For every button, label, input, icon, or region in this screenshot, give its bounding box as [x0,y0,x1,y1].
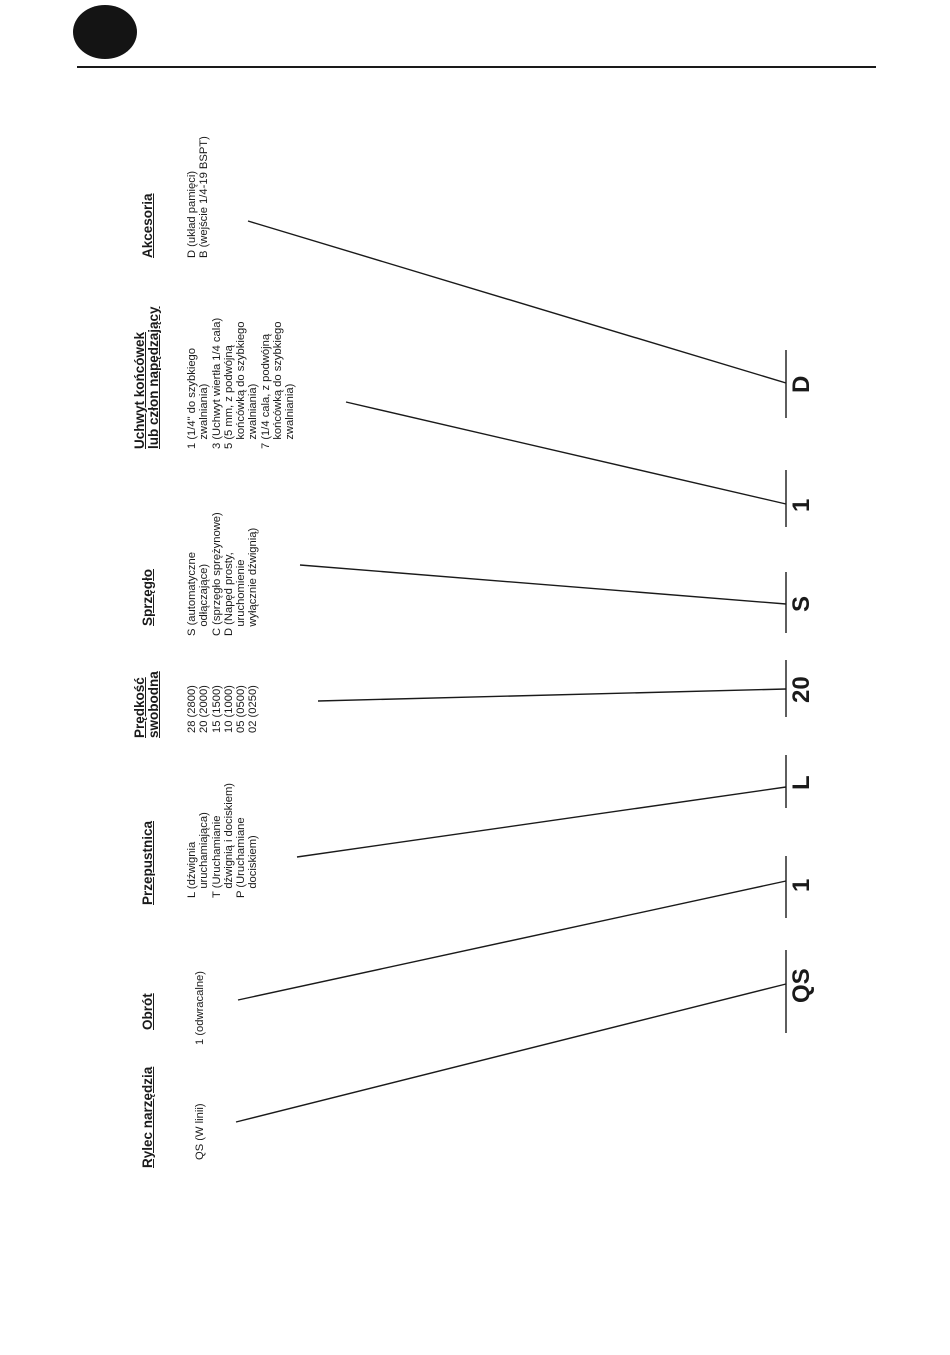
column-options-clutch-line: S (automatyczne [186,552,198,636]
column-options-bit_holder-line: 5 (5 mm, z podwójną [222,345,235,449]
column-heading-speed [133,671,161,738]
column-options-clutch-line: uruchomienie [235,559,248,636]
column-options-rotation [194,971,206,1045]
connector-line [300,565,786,604]
column-heading-bit_holder-line: Uchwyt końcówek [132,331,147,449]
column-heading-speed-line: Prędkość [132,677,147,738]
column-options-clutch-line: wyłącznie dźwignią) [247,527,260,636]
column-heading-bit_holder-line: lub człon napędzający [146,306,161,449]
column-heading-accessories-line: Akcesoria [140,193,155,258]
column-options-clutch-line: D (Napęd prosty, [222,552,235,636]
code-letter-accessories [790,376,814,393]
code-letter-tool [790,968,814,1003]
code-letter-clutch [790,596,814,612]
column-options-speed-line: 10 (1000) [222,685,235,733]
column-options-accessories-line: B (wejście 1/4-19 BSPT) [198,136,211,258]
column-options-tool-line: QS (W linii) [194,1103,206,1160]
code-letter-rotation-line: 1 [788,878,815,892]
column-options-tool [194,1103,206,1160]
column-heading-clutch-line: Sprzęgło [140,568,155,626]
column-options-clutch [186,512,260,636]
column-heading-rotation-line: Obrót [140,993,155,1030]
column-options-throttle [186,783,260,898]
column-options-accessories [186,136,211,258]
column-options-bit_holder-line: 7 (1/4 cala, z podwójną [259,333,272,449]
column-options-speed-line: 15 (1500) [210,685,223,733]
column-options-bit_holder-line: końcówką do szybkiego [235,321,248,449]
column-heading-clutch [141,569,155,626]
code-letter-clutch-line: S [788,595,815,612]
connector-line [346,402,786,504]
code-letter-bit_holder [790,499,814,512]
column-options-throttle-line: dociskiem) [247,835,260,898]
column-options-bit_holder-line: końcówką do szybkiego [272,321,285,449]
code-letter-bit_holder-line: 1 [788,498,815,512]
column-options-throttle-line: dźwignią i dociskiem) [222,782,235,898]
column-options-bit_holder-line: 3 (Uchwyt wiertła 1/4 cala) [210,317,223,449]
column-options-accessories-line: D (układ pamięci) [186,170,198,258]
code-letter-speed-line: 20 [788,676,815,703]
connector-line [238,881,786,1000]
column-options-throttle-line: T (Uruchamianie [210,815,223,898]
column-options-clutch-line: odłączające) [198,563,211,636]
column-options-bit_holder [186,318,297,449]
code-letter-speed [790,676,814,703]
column-heading-rotation [141,993,155,1030]
column-options-speed [186,685,260,733]
connector-line [297,787,786,857]
column-options-bit_holder-line: zwalniania) [198,383,211,449]
column-options-bit_holder-line: 1 (1/4" do szybkiego [186,348,198,449]
column-heading-tool-line: Rylec narzędzia [140,1066,155,1168]
connector-line [236,984,786,1122]
column-heading-throttle [141,821,155,905]
code-letter-tool-line: QS [788,968,815,1003]
column-options-throttle-line: P (Uruchamiane [235,817,248,898]
code-letter-rotation [790,879,814,892]
column-heading-speed-line: swobodna [146,671,161,738]
column-options-bit_holder-line: zwalniania) [247,383,260,449]
column-options-speed-line: 28 (2800) [186,685,198,733]
column-options-throttle-line: uruchamiająca) [198,812,211,898]
column-options-rotation-line: 1 (odwracalne) [194,971,206,1045]
connector-line [248,221,786,383]
column-heading-bit_holder [133,306,161,449]
column-options-speed-line: 02 (0250) [247,685,260,733]
connector-line [318,689,786,701]
column-heading-accessories [141,193,155,258]
column-options-bit_holder-line: zwalniania) [284,383,297,449]
code-letter-throttle-line: L [788,775,815,790]
column-heading-tool [141,1067,155,1168]
column-options-speed-line: 05 (0500) [235,685,248,733]
column-options-clutch-line: C (sprzęgło sprężynowe) [210,512,223,636]
code-letter-accessories-line: D [788,375,815,393]
column-options-speed-line: 20 (2000) [198,685,211,733]
column-options-throttle-line: L (dźwignia [186,841,198,898]
column-heading-throttle-line: Przepustnica [140,820,155,905]
code-letter-throttle [790,775,814,790]
